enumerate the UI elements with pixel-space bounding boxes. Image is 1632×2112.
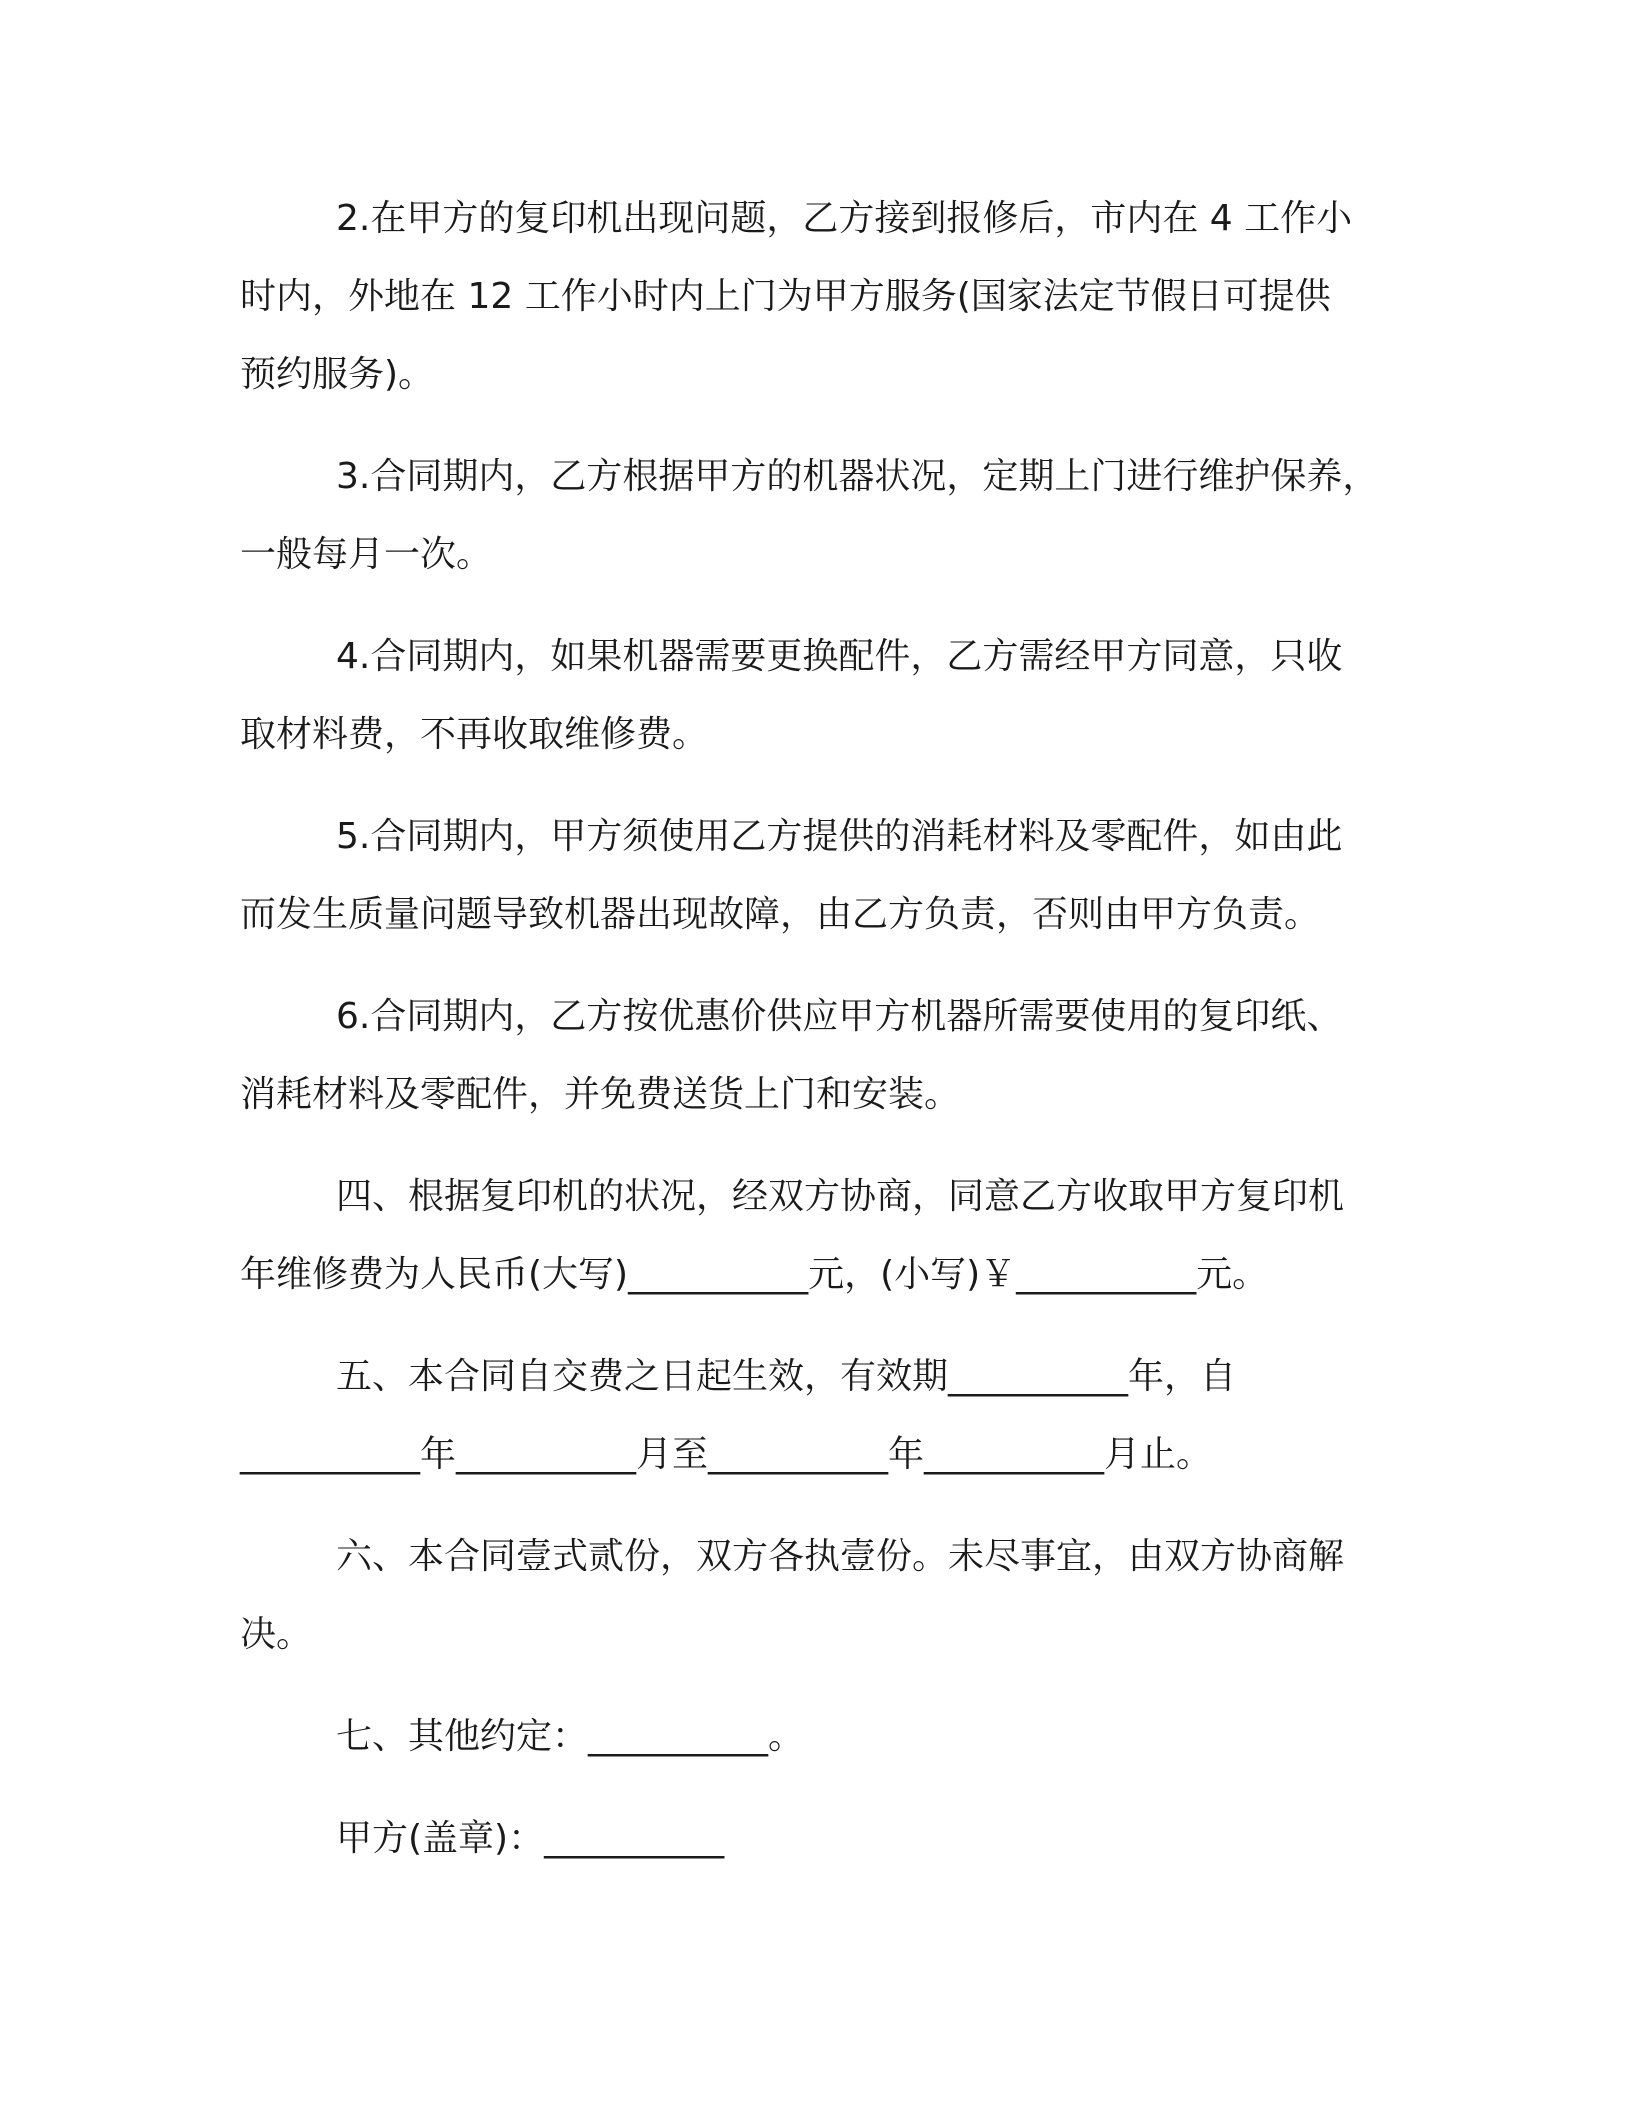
clause-line: 3.合同期内，乙方根据甲方的机器状况，定期上门进行维护保养， — [336, 456, 1379, 497]
clause-line: 消耗材料及零配件，并免费送货上门和安装。 — [240, 1074, 961, 1115]
section-line: 七、其他约定：__________。 — [336, 1716, 805, 1757]
document-body — [240, 180, 1390, 1902]
section-line: 六、本合同壹式贰份，双方各执壹份。未尽事宜，由双方协商解 — [336, 1536, 1345, 1577]
clause-line: 取材料费，不再收取维修费。 — [240, 714, 709, 755]
section-line: 四、根据复印机的状况，经双方协商，同意乙方收取甲方复印机 — [336, 1176, 1345, 1217]
section-5-validity — [240, 1338, 1390, 1494]
clause-3 — [240, 438, 1390, 594]
clause-line: 2.在甲方的复印机出现问题，乙方接到报修后，市内在 4 工作小 — [336, 198, 1353, 239]
section-line: 五、本合同自交费之日起生效，有效期__________年，自 — [336, 1356, 1237, 1397]
clause-4 — [240, 618, 1390, 774]
section-line: 年维修费为人民币(大写)__________元，(小写)￥__________元。 — [240, 1254, 1269, 1295]
section-line: __________年__________月至__________年__________月止。 — [240, 1434, 1213, 1475]
clause-5 — [240, 798, 1390, 954]
party-a-seal — [240, 1800, 1390, 1878]
section-line: 决。 — [240, 1614, 313, 1655]
clause-line: 5.合同期内，甲方须使用乙方提供的消耗材料及零配件，如由此 — [336, 816, 1343, 857]
clause-line: 一般每月一次。 — [240, 534, 493, 575]
clause-line: 6.合同期内，乙方按优惠价供应甲方机器所需要使用的复印纸、 — [336, 996, 1343, 1037]
section-4-fee — [240, 1158, 1390, 1314]
section-7-other — [240, 1698, 1390, 1776]
section-6-copies — [240, 1518, 1390, 1674]
clause-line: 预约服务)。 — [240, 354, 435, 395]
clause-line: 4.合同期内，如果机器需要更换配件，乙方需经甲方同意，只收 — [336, 636, 1343, 677]
signature-line: 甲方(盖章)：__________ — [336, 1818, 725, 1859]
clause-line: 时内，外地在 12 工作小时内上门为甲方服务(国家法定节假日可提供 — [240, 276, 1331, 317]
clause-2 — [240, 180, 1390, 414]
clause-6 — [240, 978, 1390, 1134]
clause-line: 而发生质量问题导致机器出现故障，由乙方负责，否则由甲方负责。 — [240, 894, 1321, 935]
